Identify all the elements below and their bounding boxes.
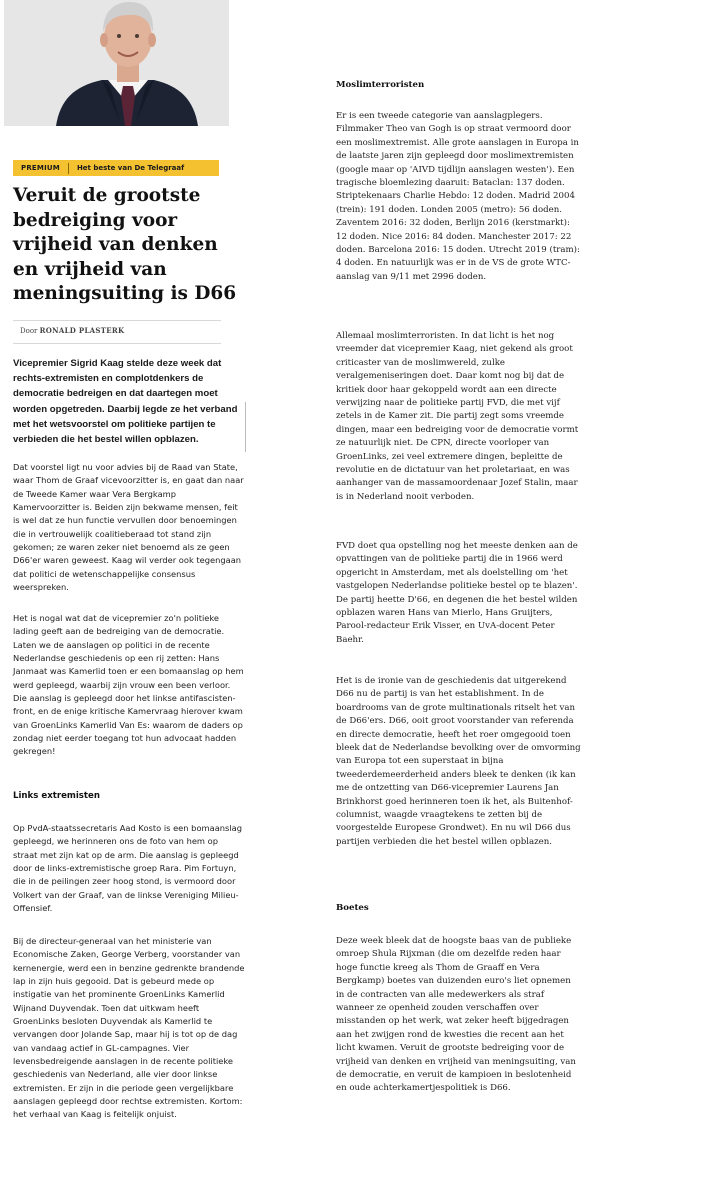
subheading-links-extremisten: Links extremisten	[13, 791, 100, 801]
byline	[20, 326, 124, 335]
right-paragraph-4: Het is de ironie van de geschiedenis dat uitgerekend D66 nu de partij is van het establishment. In de boardrooms van de grote multinationals ritselt het van de D66'ers. D66, ooit groot voorstander van referenda en directe democratie, heeft het roer omgegooid toen bleek dat de Nederlandse bevolking over de omvorming van Europa tot een superstaat in bijna tweederdemeerderheid anders bleek te denken (ik kan me de ontzetting van D66-vicepremier Laurens Jan Brinkhorst goed herinneren toen ik het, als Buitenhof-columnist, waagde vraagtekens te zetten bij de voorgestelde Europese Grondwet). En nu wil D66 dus partijen verbieden die het bestel willen opblazen.	[336, 676, 581, 847]
author-photo	[4, 0, 229, 126]
subheading-moslimterroristen: Moslimterroristen	[336, 80, 425, 90]
right-paragraph-5: Deze week bleek dat de hoogste baas van de publieke omroep Shula Rijxman (die om dezelfde reden haar hoge functie kreeg als Thom de Graaff en Vera Bergkamp) boetes van duizenden euro's liet opnemen in de contracten van alle medewerkers als straf wanneer ze openheid zouden verschaffen over misstanden op het werk, wat zeker heeft bijgedragen aan het zwijgen rond de kwesties die recent aan het licht kwamen. Veruit de grootste bedreiging voor de vrijheid van denken en vrijheid van meningsuiting, van de democratie, en veruit de kampioen in beslotenheid en oude achterkamertjespolitiek is D66.	[336, 936, 576, 1094]
article-headline: Veruit de grootste bedreiging voor vrijheid van denken en vrijheid van meningsuiting is D66	[13, 185, 237, 304]
subheading-boetes: Boetes	[336, 903, 369, 913]
right-paragraph-1: Er is een tweede categorie van aanslagplegers. Filmmaker Theo van Gogh is op straat vermoord door een moslimextremist. Alle grote aanslagen in Europa in de laatste jaren zijn gepleegd door moslimextremisten (google maar op 'AIVD tijdlijn aanslagen westen'). Een tragische bloemlezing daaruit: Bataclan: 137 doden. Striptekenaars Charlie Hebdo: 12 doden. Madrid 2004 (trein): 191 doden. Londen 2005 (metro): 56 doden. Zaventem 2016: 32 doden, Berlijn 2016 (kerstmarkt): 12 doden. Nice 2016: 84 doden. Manchester 2017: 22 doden. Barcelona 2016: 15 doden. Utrecht 2019 (tram): 4 doden. En natuurlijk was er in de VS de grote WTC-aanslag van 9/11 met 2996 doden.	[336, 111, 580, 282]
premium-badge[interactable]	[13, 160, 219, 176]
premium-label: PREMIUM	[21, 164, 60, 172]
article-lead: Vicepremier Sigrid Kaag stelde deze week dat rechts-extremisten en complotdenkers de democratie bedreigen en dat daartegen moet worden opgetreden. Daarbij legde ze het verband met het wetsvoorstel om politieke partijen te verbieden die het bestel willen opblazen.	[13, 358, 238, 446]
byline-bottom-divider	[13, 343, 221, 344]
byline-prefix: Door	[20, 327, 38, 335]
badge-subtitle: Het beste van De Telegraaf	[76, 164, 185, 172]
right-paragraph-3: FVD doet qua opstelling nog het meeste denken aan de opvattingen van de politieke partij die in 1966 werd opgericht in Amsterdam, met als doelstelling om 'het vastgelopen Nederlandse politieke bestel op te blazen'. De partij heette D'66, en degenen die het bestel wilden opblazen waren Hans van Mierlo, Hans Gruijters, Parool-redacteur Erik Visser, en UvA-docent Peter Baehr.	[336, 541, 578, 645]
left-paragraph-4: Bij de directeur-generaal van het ministerie van Economische Zaken, George Verberg, voorstander van kernenergie, werd een in benzine gedrenkte brandende lap in zijn huis gegooid. Dat is gebeurd mede op instigatie van het prominente GroenLinks Kamerlid Wijnand Duyvendak. Toen dat uitkwam heeft GroenLinks besloten Duyvendak als Kamerlid te vervangen door Jolande Sap, maar hij is tot op de dag van vandaag actief in GL-campagnes. Vier levensbedreigende aanslagen in de recente politieke geschiedenis van Nederland, alle vier door linkse extremisten. Er zijn in die periode geen vergelijkbare aanslagen gepleegd door rechtse extremisten. Kortom: het verhaal van Kaag is feitelijk onjuist.	[13, 936, 245, 1120]
left-paragraph-2: Het is nogal wat dat de vicepremier zo'n politieke lading geeft aan de bedreiging van de democratie. Laten we de aanslagen op politici in de recente Nederlandse geschiedenis op een rij zetten: Hans Janmaat was Kamerlid toen er een bomaanslag op hem werd gepleegd, waarbij zijn vrouw een been verloor. Die aanslag is gepleegd door het linkse antifascisten-front, en de enige kritische Kamervraag hierover kwam van GroenLinks Kamerlid Van Es: waarom de daders op zondag niet eerder toegang tot hun advocaat hadden gekregen!	[13, 613, 244, 757]
column-marker	[245, 402, 246, 452]
portrait-illustration	[4, 0, 229, 126]
right-paragraph-2: Allemaal moslimterroristen. In dat licht is het nog vreemder dat vicepremier Kaag, niet gekend als groot criticaster van de moslimwereld, zulke veralgemeniseringen doet. Daar komt nog bij dat de kritiek door haar gekoppeld wordt aan een directe verwijzing naar de politieke partij FVD, die met vijf zetels in de Kamer zit. Die partij zegt soms vreemde dingen, maar een bedreiging voor de democratie vormt ze natuurlijk niet. De CPN, directe voorloper van GroenLinks, zei veel extremere dingen, bepleitte de revolutie en de dictatuur van het proletariaat, en was aanhanger van de massamoordenaar Jozef Stalin, maar is in Nederland nooit verboden.	[336, 331, 579, 502]
byline-author[interactable]: RONALD PLASTERK	[39, 326, 125, 335]
byline-top-divider	[13, 320, 221, 321]
left-paragraph-3: Op PvdA-staatssecretaris Aad Kosto is een bomaanslag gepleegd, we herinneren ons de foto van hem op straat met zijn kat op de arm. Die aanslag is gepleegd door de links-extremistische groep Rara. Pim Fortuyn, die in de peilingen zeer hoog stond, is vermoord door Volkert van der Graaf, van de linkse Vereniging Milieu-Offensief.	[13, 823, 243, 914]
left-paragraph-1: Dat voorstel ligt nu voor advies bij de Raad van State, waar Thom de Graaf vicevoorzitter is, en gaat dan naar de Tweede Kamer waar Vera Bergkamp Kamervoorzitter is. Beiden zijn bekwame mensen, feit is wel dat ze hun functie vervullen door benoemingen die in vertrouwelijk coalitieberaad tot stand zijn gekomen; ze waren zeker niet benoemd als ze geen D66'er waren geweest. Kaag wil verder ook tegengaan dat politici de wetenschappelijke consensus weerspreken.	[13, 462, 244, 593]
